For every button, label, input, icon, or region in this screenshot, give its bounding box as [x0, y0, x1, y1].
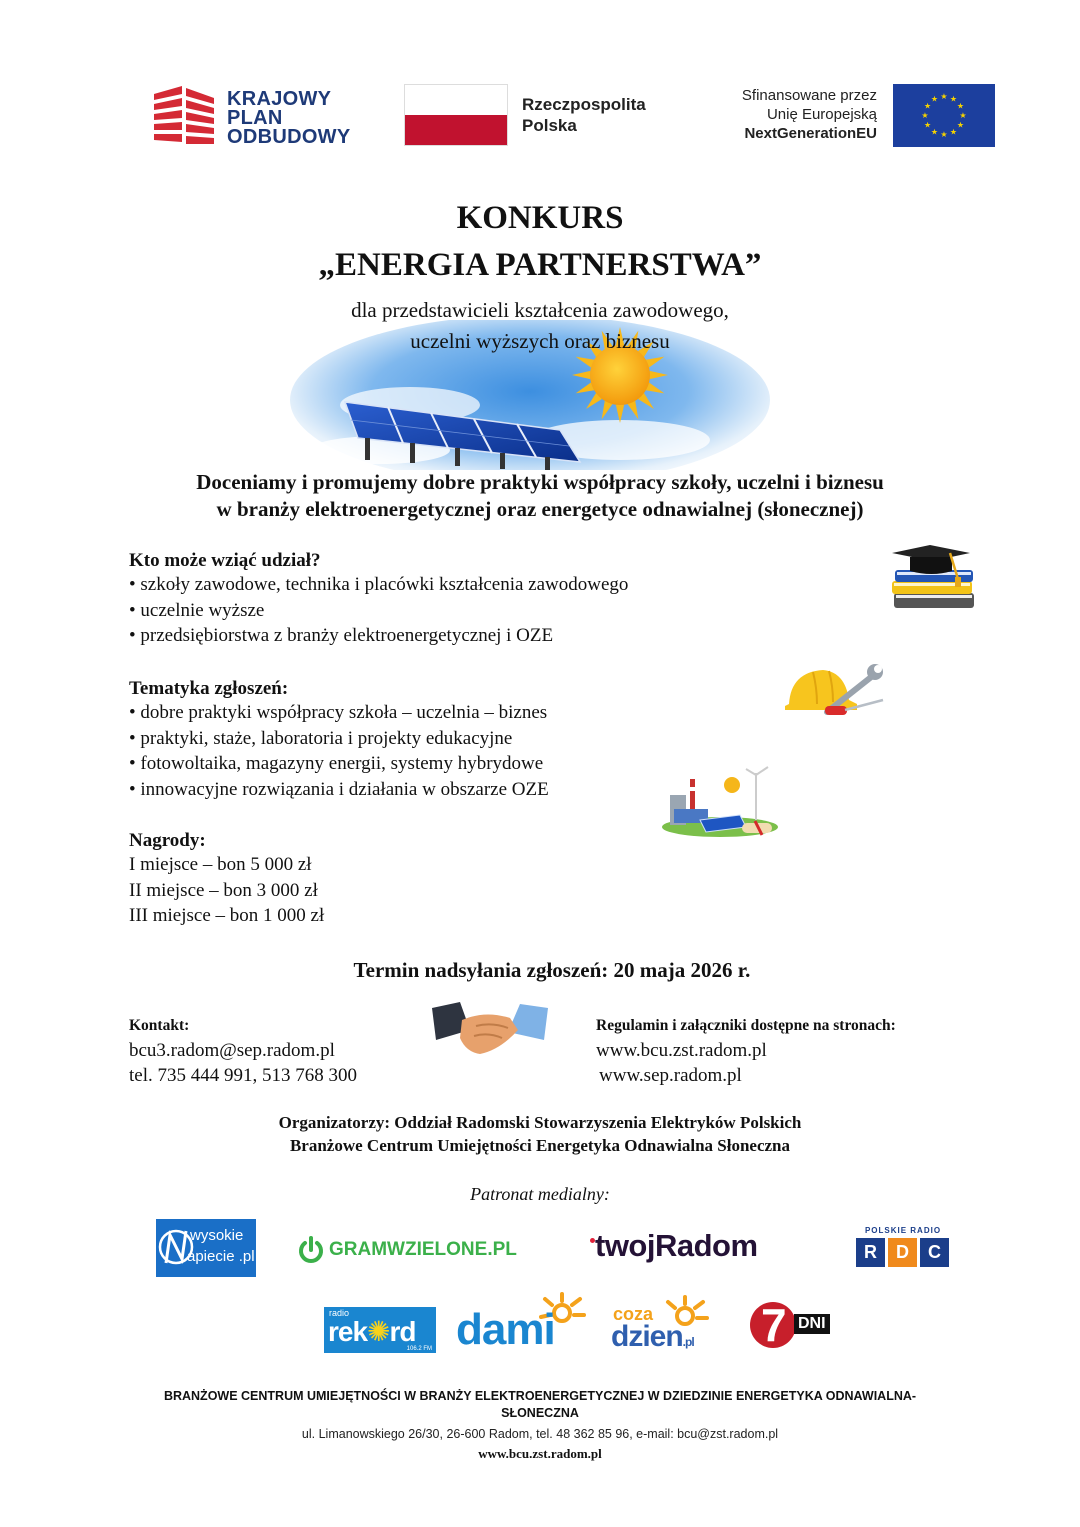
- footer-line1b: SŁONECZNA: [501, 1406, 579, 1420]
- eu-star: ★: [959, 111, 967, 120]
- radio-rekord-logo: [324, 1307, 436, 1353]
- rdc-letter-r: R: [856, 1238, 885, 1267]
- contest-label: KONKURS: [456, 200, 624, 236]
- eu-star: ★: [923, 101, 932, 111]
- kpo-line2: PLAN: [227, 107, 283, 129]
- energy-plant-icon: [660, 765, 780, 840]
- rekord-main: rek: [328, 1316, 368, 1347]
- deadline: Termin nadsyłania zgłoszeń: 20 maja 2026 r.: [353, 958, 751, 982]
- rules-heading: Regulamin i załączniki dostępne na stronach:: [596, 1017, 896, 1034]
- kpo-building-icon: [152, 84, 216, 148]
- cozadzien-line2: dzien: [611, 1320, 683, 1353]
- prizes-section: [129, 830, 324, 929]
- twojradom-text: twojRadom: [595, 1228, 758, 1263]
- contest-title: „ENERGIA PARTNERSTWA”: [318, 247, 762, 283]
- rdc-letter-d: D: [888, 1238, 917, 1267]
- who-item: • szkoły zawodowe, technika i placówki kształcenia zawodowego: [129, 574, 629, 595]
- who-item: • przedsiębiorstwa z branży elektroenergetycznej i OZE: [129, 625, 554, 646]
- eu-stars-icon: [893, 84, 995, 147]
- kpo-line3: ODBUDOWY: [227, 126, 351, 148]
- power-icon: [297, 1236, 325, 1264]
- contact-heading: Kontakt:: [129, 1017, 190, 1034]
- eu-funding-text: [690, 86, 877, 143]
- lead-text: [0, 469, 1080, 523]
- who-section: [129, 550, 628, 649]
- eu-flag: [893, 84, 995, 147]
- subtitle-line2: uczelni wyższych oraz biznesu: [410, 329, 670, 353]
- polish-flag: [404, 84, 508, 146]
- eu-star: ★: [949, 127, 958, 137]
- eu-star: ★: [940, 130, 948, 139]
- eu-line1: Sfinansowane przez: [741, 87, 877, 104]
- rules-link-bcu[interactable]: www.bcu.zst.radom.pl: [596, 1040, 767, 1061]
- gramwzielone-text: GRAMWZIELONE.PL: [329, 1239, 517, 1260]
- prize-item: I miejsce – bon 5 000 zł: [129, 854, 312, 875]
- cozadzien-suffix: .pl: [682, 1335, 694, 1349]
- patronage-label: Patronat medialny:: [470, 1184, 610, 1204]
- wysokie-line2: apiecie .pl: [187, 1248, 255, 1265]
- organizers: [0, 1111, 1080, 1157]
- rdc-top: POLSKIE RADIO: [864, 1226, 942, 1235]
- rdc-logo: [856, 1226, 950, 1267]
- kpo-logo: [152, 84, 362, 150]
- cozadzien-logo: [611, 1294, 711, 1356]
- organizers-line1: Organizatorzy: Oddział Radomski Stowarzyszenia Elektryków Polskich: [278, 1113, 802, 1132]
- contact-email[interactable]: bcu3.radom@sep.radom.pl: [129, 1040, 335, 1061]
- rules-link-sep[interactable]: www.sep.radom.pl: [599, 1065, 742, 1086]
- 7dni-text: DNI: [794, 1314, 830, 1334]
- hardhat-tools-icon: [783, 660, 888, 720]
- rekord-small: radio: [329, 1308, 350, 1318]
- prize-item: II miejsce – bon 3 000 zł: [129, 879, 318, 901]
- topics-heading: Tematyka zgłoszeń:: [129, 678, 289, 699]
- 7dni-number: 7: [761, 1299, 787, 1351]
- eu-star: ★: [930, 127, 939, 137]
- eu-star: ★: [949, 94, 958, 104]
- eu-star: ★: [956, 101, 965, 111]
- eu-line2: Unię Europejską: [766, 106, 877, 123]
- rules-section: [596, 1013, 896, 1088]
- topic-item: • fotowoltaika, magazyny energii, systemy hybrydowe: [129, 753, 544, 774]
- rekord-main2: rd: [389, 1316, 416, 1347]
- topic-item: • innowacyjne rozwiązania i działania w obszarze OZE: [129, 778, 549, 800]
- topic-item: • praktyki, staże, laboratoria i projekty edukacyjne: [129, 727, 513, 749]
- kpo-line1: KRAJOWY: [227, 88, 332, 110]
- cozadzien-line1: coza: [613, 1304, 654, 1324]
- small-sun-icon: [724, 777, 740, 793]
- eu-star: ★: [940, 92, 948, 101]
- rp-line1: Rzeczpospolita: [522, 95, 646, 114]
- gramwzielone-logo: [297, 1236, 517, 1264]
- contact-section: [129, 1013, 357, 1088]
- eu-star: ★: [923, 120, 932, 130]
- eu-star: ★: [930, 94, 939, 104]
- eu-star: ★: [956, 120, 965, 130]
- graduation-books-icon: [890, 543, 980, 615]
- topic-item: • dobre praktyki współpracy szkoła – uczelnia – biznes: [129, 702, 548, 723]
- 7dni-logo: [750, 1299, 838, 1351]
- handshake-icon: [430, 1000, 550, 1062]
- eu-line3: NextGenerationEU: [744, 125, 877, 142]
- contact-phone: tel. 735 444 991, 513 768 300: [129, 1065, 357, 1086]
- lead-line2: w branży elektroenergetycznej oraz energetyce odnawialnej (słonecznej): [216, 497, 864, 521]
- rdc-letter-c: C: [920, 1238, 949, 1267]
- rekord-freq: 106.2 FM: [406, 1346, 432, 1352]
- prizes-heading: Nagrody:: [129, 830, 206, 851]
- footer-website[interactable]: www.bcu.zst.radom.pl: [478, 1446, 602, 1461]
- subtitle-line1: dla przedstawicieli kształcenia zawodowego,: [351, 298, 729, 322]
- organizers-line2: Branżowe Centrum Umiejętności Energetyka Odnawialna Słoneczna: [289, 1136, 791, 1155]
- wysokie-line1: wysokie: [190, 1227, 244, 1244]
- dami-text: dami: [456, 1305, 555, 1354]
- footer-line1: BRANŻOWE CENTRUM UMIEJĘTNOŚCI W BRANŻY ELEKTROENERGETYCZNEJ W DZIEDZINIE ENERGETYKA ODNAWIALNA-: [163, 1389, 917, 1403]
- twojradom-logo: [590, 1228, 758, 1264]
- dami-logo: [456, 1291, 588, 1357]
- sun-o-icon: ✺: [367, 1316, 390, 1347]
- who-heading: Kto może wziąć udział?: [129, 550, 321, 571]
- lead-line1: Doceniamy i promujemy dobre praktyki współpracy szkoły, uczelni i biznesu: [196, 470, 884, 494]
- eu-star: ★: [921, 111, 929, 120]
- wysokie-napiecie-logo: [156, 1219, 256, 1277]
- topics-section: [129, 678, 549, 802]
- rp-line2: Polska: [522, 116, 577, 135]
- prize-item: III miejsce – bon 1 000 zł: [129, 905, 325, 926]
- footer-address: ul. Limanowskiego 26/30, 26-600 Radom, tel. 48 362 85 96, e-mail: bcu@zst.radom.pl: [301, 1427, 779, 1441]
- who-item: • uczelnie wyższe: [129, 599, 265, 621]
- footer-org-name: [0, 1388, 1080, 1422]
- rp-logo-text: [522, 94, 646, 136]
